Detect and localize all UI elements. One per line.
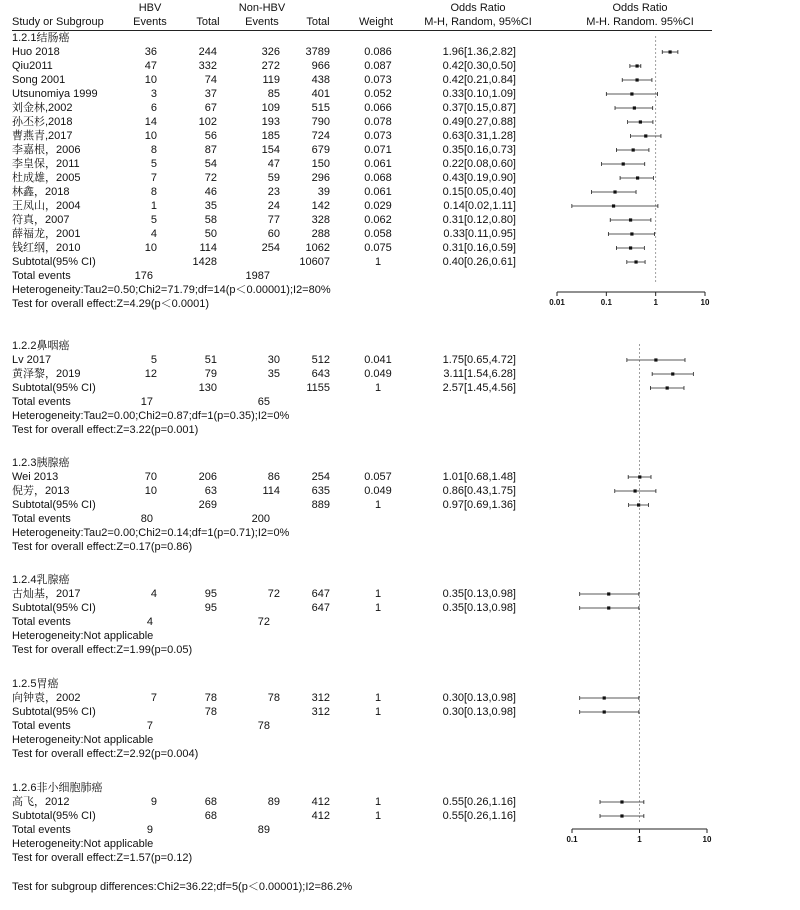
heterogeneity-text: Heterogeneity:Not applicable bbox=[12, 734, 154, 746]
hbv-events: 12 bbox=[144, 368, 157, 380]
subgroup-title: 1.2.6非小细胞肺癌 bbox=[12, 782, 103, 794]
study-odds-ratio-ci: 0.22[0.08,0.60] bbox=[442, 158, 516, 170]
x-tick-label: 1 bbox=[653, 298, 658, 307]
point-estimate bbox=[639, 120, 642, 123]
study-name: 薛福龙，2001 bbox=[12, 228, 81, 240]
hbv-events: 4 bbox=[150, 588, 157, 600]
study-column-header: Study or Subgroup bbox=[12, 16, 104, 28]
subtotal-hbv-total: 78 bbox=[204, 706, 217, 718]
study-name: 林鑫，2018 bbox=[12, 186, 70, 198]
study-odds-ratio-ci: 0.37[0.15,0.87] bbox=[442, 102, 516, 114]
subtotal-label: Subtotal(95% CI) bbox=[12, 602, 96, 614]
plot-header: Odds Ratio bbox=[612, 2, 668, 14]
hbv-events: 3 bbox=[150, 88, 157, 100]
subtotal-odds-ratio-ci: 0.97[0.69,1.36] bbox=[442, 499, 516, 511]
study-name: Song 2001 bbox=[12, 74, 66, 86]
subtotal-hbv-total: 95 bbox=[204, 602, 217, 614]
hbv-total: 74 bbox=[204, 74, 217, 86]
hbv-events: 10 bbox=[144, 130, 157, 142]
total-events-nonhbv: 1987 bbox=[245, 270, 270, 282]
study-odds-ratio-ci: 1.96[1.36,2.82] bbox=[442, 46, 516, 58]
study-name: 高飞，2012 bbox=[12, 796, 70, 808]
subtotal-hbv-total: 269 bbox=[198, 499, 217, 511]
study-name: 李嘉根，2006 bbox=[12, 144, 81, 156]
nonhbv-events: 60 bbox=[267, 228, 280, 240]
point-estimate bbox=[630, 232, 633, 235]
nonhbv-events: 30 bbox=[267, 354, 280, 366]
hbv-total: 244 bbox=[198, 46, 217, 58]
point-estimate bbox=[633, 106, 636, 109]
nonhbv-group-header: Non-HBV bbox=[238, 2, 286, 14]
study-odds-ratio-ci: 0.14[0.02,1.11] bbox=[443, 200, 516, 212]
subgroup-title: 1.2.3胰腺癌 bbox=[12, 457, 70, 469]
nonhbv-events: 326 bbox=[261, 46, 280, 58]
hbv-total: 58 bbox=[204, 214, 217, 226]
nonhbv-total: 142 bbox=[311, 200, 330, 212]
total-events-label: Total events bbox=[12, 720, 71, 732]
subtotal-hbv-total: 1428 bbox=[192, 256, 217, 268]
study-weight: 0.068 bbox=[364, 172, 392, 184]
nonhbv-total: 412 bbox=[311, 796, 330, 808]
nonhbv-total: 438 bbox=[311, 74, 330, 86]
subtotal-label: Subtotal(95% CI) bbox=[12, 706, 96, 718]
point-estimate bbox=[637, 503, 640, 506]
study-odds-ratio-ci: 0.42[0.30,0.50] bbox=[442, 60, 516, 72]
study-weight: 1 bbox=[374, 692, 382, 704]
hbv-events: 36 bbox=[144, 46, 157, 58]
study-name: 符真，2007 bbox=[12, 214, 70, 226]
hbv-events: 7 bbox=[150, 692, 157, 704]
study-odds-ratio-ci: 0.30[0.13,0.98] bbox=[442, 692, 516, 704]
total-events-nonhbv: 65 bbox=[257, 396, 270, 408]
nonhbv-events: 24 bbox=[267, 200, 280, 212]
nonhbv-events: 185 bbox=[261, 130, 280, 142]
nonhbv-total: 724 bbox=[311, 130, 330, 142]
total-events-nonhbv: 89 bbox=[257, 824, 270, 836]
hbv-total: 50 bbox=[204, 228, 217, 240]
study-name: 黄泽黎，2019 bbox=[12, 368, 81, 380]
nonhbv-events: 89 bbox=[267, 796, 280, 808]
nonhbv-total: 643 bbox=[311, 368, 330, 380]
study-weight: 0.029 bbox=[364, 200, 392, 212]
hbv-events: 70 bbox=[144, 471, 157, 483]
study-weight: 0.066 bbox=[364, 102, 392, 114]
nonhbv-total-header: Total bbox=[306, 16, 330, 28]
total-events-hbv: 17 bbox=[140, 396, 153, 408]
hbv-events: 9 bbox=[150, 796, 157, 808]
weight-header: Weight bbox=[358, 16, 394, 28]
nonhbv-events: 23 bbox=[267, 186, 280, 198]
point-estimate bbox=[603, 710, 606, 713]
hbv-events: 5 bbox=[150, 158, 157, 170]
study-odds-ratio-ci: 1.01[0.68,1.48] bbox=[442, 471, 516, 483]
odds-ratio-method-header: M-H, Random, 95%CI bbox=[424, 16, 532, 28]
subtotal-nonhbv-total: 10607 bbox=[299, 256, 330, 268]
hbv-group-header: HBV bbox=[138, 2, 162, 14]
nonhbv-events: 85 bbox=[267, 88, 280, 100]
nonhbv-total: 288 bbox=[311, 228, 330, 240]
study-weight: 0.071 bbox=[364, 144, 392, 156]
hbv-total: 46 bbox=[204, 186, 217, 198]
subtotal-weight: 1 bbox=[374, 499, 382, 511]
point-estimate bbox=[635, 78, 638, 81]
total-events-hbv: 80 bbox=[140, 513, 153, 525]
point-estimate bbox=[612, 204, 615, 207]
study-weight: 0.073 bbox=[364, 130, 392, 142]
total-events-hbv: 176 bbox=[134, 270, 153, 282]
subtotal-weight: 1 bbox=[374, 706, 382, 718]
nonhbv-total: 254 bbox=[311, 471, 330, 483]
overall-effect-text: Test for overall effect:Z=2.92(p=0.004) bbox=[12, 748, 199, 760]
study-weight: 0.058 bbox=[364, 228, 392, 240]
nonhbv-total: 966 bbox=[311, 60, 330, 72]
total-events-nonhbv: 200 bbox=[251, 513, 270, 525]
odds-ratio-header: Odds Ratio bbox=[450, 2, 506, 14]
nonhbv-events: 109 bbox=[261, 102, 280, 114]
study-weight: 0.075 bbox=[364, 242, 392, 254]
subtotal-nonhbv-total: 312 bbox=[311, 706, 330, 718]
study-name: 倪芳，2013 bbox=[12, 485, 70, 497]
nonhbv-total: 328 bbox=[311, 214, 330, 226]
nonhbv-events: 47 bbox=[267, 158, 280, 170]
point-estimate bbox=[644, 134, 647, 137]
study-name: Lv 2017 bbox=[12, 354, 52, 366]
study-name: 王凤山，2004 bbox=[12, 200, 81, 212]
hbv-events: 5 bbox=[150, 354, 157, 366]
study-odds-ratio-ci: 0.35[0.13,0.98] bbox=[442, 588, 516, 600]
study-odds-ratio-ci: 0.55[0.26,1.16] bbox=[442, 796, 516, 808]
nonhbv-total: 515 bbox=[311, 102, 330, 114]
study-odds-ratio-ci: 3.11[1.54,6.28] bbox=[443, 368, 516, 380]
study-weight: 0.062 bbox=[364, 214, 392, 226]
hbv-events: 7 bbox=[150, 172, 157, 184]
study-weight: 0.061 bbox=[364, 158, 392, 170]
hbv-total: 206 bbox=[198, 471, 217, 483]
hbv-events: 8 bbox=[150, 186, 157, 198]
hbv-total-header: Total bbox=[196, 16, 220, 28]
nonhbv-events: 193 bbox=[261, 116, 280, 128]
hbv-total: 54 bbox=[204, 158, 217, 170]
study-odds-ratio-ci: 0.86[0.43,1.75] bbox=[442, 485, 516, 497]
nonhbv-total: 150 bbox=[311, 158, 330, 170]
study-name: Wei 2013 bbox=[12, 471, 59, 483]
study-name: Utsunomiya 1999 bbox=[12, 88, 98, 100]
nonhbv-events: 59 bbox=[267, 172, 280, 184]
study-name: 孙丕杉,2018 bbox=[12, 116, 73, 128]
subtotal-nonhbv-total: 889 bbox=[311, 499, 330, 511]
study-weight: 0.049 bbox=[364, 485, 392, 497]
subgroup-title: 1.2.1结肠癌 bbox=[12, 32, 70, 44]
study-odds-ratio-ci: 0.49[0.27,0.88] bbox=[442, 116, 516, 128]
subtotal-nonhbv-total: 1155 bbox=[306, 382, 330, 394]
study-odds-ratio-ci: 0.43[0.19,0.90] bbox=[442, 172, 516, 184]
heterogeneity-text: Heterogeneity:Tau2=0.50;Chi2=71.79;df=14(p＜0.00001);I2=80% bbox=[12, 284, 331, 296]
nonhbv-total: 1062 bbox=[305, 242, 330, 254]
hbv-total: 87 bbox=[204, 144, 217, 156]
subtotal-weight: 1 bbox=[374, 382, 382, 394]
hbv-events: 6 bbox=[150, 102, 157, 114]
nonhbv-events: 35 bbox=[267, 368, 280, 380]
hbv-total: 63 bbox=[204, 485, 217, 497]
total-events-label: Total events bbox=[12, 824, 71, 836]
hbv-total: 72 bbox=[204, 172, 217, 184]
study-odds-ratio-ci: 0.33[0.11,0.95] bbox=[443, 228, 516, 240]
nonhbv-events: 154 bbox=[261, 144, 280, 156]
point-estimate bbox=[629, 218, 632, 221]
study-name: 古灿基，2017 bbox=[12, 588, 81, 600]
study-name: 杜成雄，2005 bbox=[12, 172, 81, 184]
study-weight: 0.073 bbox=[364, 74, 392, 86]
subgroup-title: 1.2.4乳腺癌 bbox=[12, 574, 70, 586]
subtotal-nonhbv-total: 412 bbox=[311, 810, 330, 822]
study-odds-ratio-ci: 0.31[0.12,0.80] bbox=[442, 214, 516, 226]
study-weight: 0.057 bbox=[364, 471, 392, 483]
hbv-total: 95 bbox=[204, 588, 217, 600]
study-weight: 0.078 bbox=[364, 116, 392, 128]
hbv-events: 14 bbox=[144, 116, 157, 128]
nonhbv-events: 114 bbox=[262, 485, 280, 497]
total-events-hbv: 7 bbox=[146, 720, 153, 732]
nonhbv-total: 679 bbox=[311, 144, 330, 156]
point-estimate bbox=[607, 592, 610, 595]
total-events-label: Total events bbox=[12, 513, 71, 525]
point-estimate bbox=[635, 64, 638, 67]
nonhbv-total: 296 bbox=[311, 172, 330, 184]
nonhbv-total: 512 bbox=[311, 354, 330, 366]
subtotal-nonhbv-total: 647 bbox=[311, 602, 330, 614]
subtotal-weight: 1 bbox=[374, 256, 382, 268]
nonhbv-events: 78 bbox=[267, 692, 280, 704]
point-estimate bbox=[636, 176, 639, 179]
hbv-total: 78 bbox=[204, 692, 217, 704]
study-name: 刘金林,2002 bbox=[12, 102, 73, 114]
subtotal-odds-ratio-ci: 2.57[1.45,4.56] bbox=[442, 382, 516, 394]
hbv-total: 332 bbox=[198, 60, 217, 72]
subtotal-weight: 1 bbox=[374, 810, 382, 822]
study-name: 李皇保，2011 bbox=[12, 158, 80, 170]
x-tick-label: 10 bbox=[702, 835, 712, 844]
point-estimate bbox=[613, 190, 616, 193]
study-odds-ratio-ci: 0.31[0.16,0.59] bbox=[442, 242, 516, 254]
nonhbv-total: 401 bbox=[311, 88, 330, 100]
nonhbv-total: 647 bbox=[311, 588, 330, 600]
study-odds-ratio-ci: 0.33[0.10,1.09] bbox=[442, 88, 516, 100]
nonhbv-total: 790 bbox=[311, 116, 330, 128]
subgroup-title: 1.2.2鼻咽癌 bbox=[12, 340, 70, 352]
hbv-events: 5 bbox=[150, 214, 157, 226]
study-odds-ratio-ci: 0.15[0.05,0.40] bbox=[442, 186, 516, 198]
hbv-total: 79 bbox=[204, 368, 217, 380]
study-name: Qiu2011 bbox=[12, 60, 53, 72]
hbv-events: 47 bbox=[144, 60, 157, 72]
subtotal-odds-ratio-ci: 0.35[0.13,0.98] bbox=[442, 602, 516, 614]
header-rule bbox=[12, 30, 712, 31]
point-estimate bbox=[634, 260, 637, 263]
study-weight: 1 bbox=[374, 588, 382, 600]
plot-method-header: M-H. Random. 95%CI bbox=[586, 16, 694, 28]
hbv-events-header: Events bbox=[133, 16, 167, 28]
overall-effect-text: Test for overall effect:Z=1.57(p=0.12) bbox=[12, 852, 193, 864]
x-tick-label: 0.01 bbox=[549, 298, 565, 307]
point-estimate bbox=[620, 814, 623, 817]
subgroup-differences-text: Test for subgroup differences:Chi2=36.22;df=5(p＜0.00001);I2=86.2% bbox=[12, 881, 353, 893]
point-estimate bbox=[671, 372, 674, 375]
x-tick-label: 1 bbox=[637, 835, 642, 844]
nonhbv-events: 272 bbox=[261, 60, 280, 72]
subtotal-hbv-total: 68 bbox=[204, 810, 217, 822]
study-weight: 0.087 bbox=[364, 60, 392, 72]
subtotal-odds-ratio-ci: 0.55[0.26,1.16] bbox=[442, 810, 516, 822]
total-events-hbv: 9 bbox=[146, 824, 153, 836]
subtotal-hbv-total: 130 bbox=[198, 382, 217, 394]
overall-effect-text: Test for overall effect:Z=0.17(p=0.86) bbox=[12, 541, 193, 553]
subtotal-label: Subtotal(95% CI) bbox=[12, 256, 96, 268]
total-events-hbv: 4 bbox=[146, 616, 153, 628]
study-weight: 0.086 bbox=[364, 46, 392, 58]
total-events-label: Total events bbox=[12, 616, 71, 628]
study-name: 向钟袁，2002 bbox=[12, 692, 81, 704]
nonhbv-total: 635 bbox=[311, 485, 330, 497]
point-estimate bbox=[654, 358, 657, 361]
total-events-nonhbv: 78 bbox=[257, 720, 270, 732]
total-events-nonhbv: 72 bbox=[257, 616, 270, 628]
study-odds-ratio-ci: 0.42[0.21,0.84] bbox=[442, 74, 516, 86]
point-estimate bbox=[668, 50, 671, 53]
subgroup-title: 1.2.5胃癌 bbox=[12, 678, 59, 690]
heterogeneity-text: Heterogeneity:Not applicable bbox=[12, 838, 154, 850]
nonhbv-events-header: Events bbox=[245, 16, 279, 28]
total-events-label: Total events bbox=[12, 270, 71, 282]
hbv-total: 51 bbox=[204, 354, 217, 366]
subtotal-odds-ratio-ci: 0.40[0.26,0.61] bbox=[442, 256, 516, 268]
total-events-label: Total events bbox=[12, 396, 71, 408]
x-tick-label: 0.1 bbox=[600, 298, 612, 307]
subtotal-label: Subtotal(95% CI) bbox=[12, 810, 96, 822]
hbv-events: 10 bbox=[144, 74, 157, 86]
study-odds-ratio-ci: 0.63[0.31,1.28] bbox=[442, 130, 516, 142]
point-estimate bbox=[630, 92, 633, 95]
point-estimate bbox=[638, 475, 641, 478]
study-weight: 1 bbox=[374, 796, 382, 808]
nonhbv-total: 39 bbox=[317, 186, 330, 198]
point-estimate bbox=[622, 162, 625, 165]
point-estimate bbox=[629, 246, 632, 249]
hbv-events: 1 bbox=[150, 200, 157, 212]
x-tick-label: 10 bbox=[700, 298, 710, 307]
point-estimate bbox=[633, 489, 636, 492]
hbv-events: 4 bbox=[150, 228, 157, 240]
study-weight: 0.052 bbox=[364, 88, 392, 100]
nonhbv-events: 119 bbox=[262, 74, 280, 86]
hbv-total: 114 bbox=[199, 242, 217, 254]
study-odds-ratio-ci: 0.35[0.16,0.73] bbox=[442, 144, 516, 156]
nonhbv-events: 72 bbox=[267, 588, 280, 600]
study-weight: 0.061 bbox=[364, 186, 392, 198]
hbv-events: 10 bbox=[144, 242, 157, 254]
hbv-total: 68 bbox=[204, 796, 217, 808]
subtotal-odds-ratio-ci: 0.30[0.13,0.98] bbox=[442, 706, 516, 718]
hbv-total: 67 bbox=[204, 102, 217, 114]
nonhbv-total: 312 bbox=[311, 692, 330, 704]
overall-effect-text: Test for overall effect:Z=3.22(p=0.001) bbox=[12, 424, 199, 436]
study-odds-ratio-ci: 1.75[0.65,4.72] bbox=[442, 354, 516, 366]
nonhbv-events: 77 bbox=[267, 214, 280, 226]
overall-effect-text: Test for overall effect:Z=4.29(p＜0.0001) bbox=[12, 298, 209, 310]
hbv-total: 56 bbox=[204, 130, 217, 142]
x-tick-label: 0.1 bbox=[566, 835, 578, 844]
study-weight: 0.049 bbox=[364, 368, 392, 380]
point-estimate bbox=[632, 148, 635, 151]
subtotal-weight: 1 bbox=[374, 602, 382, 614]
point-estimate bbox=[607, 606, 610, 609]
hbv-total: 35 bbox=[204, 200, 217, 212]
point-estimate bbox=[620, 800, 623, 803]
hbv-total: 37 bbox=[204, 88, 217, 100]
study-name: 钱红纲，2010 bbox=[12, 242, 81, 254]
hbv-total: 102 bbox=[198, 116, 217, 128]
heterogeneity-text: Heterogeneity:Tau2=0.00;Chi2=0.87;df=1(p=0.35);I2=0% bbox=[12, 410, 290, 422]
nonhbv-total: 3789 bbox=[305, 46, 330, 58]
subtotal-label: Subtotal(95% CI) bbox=[12, 382, 96, 394]
point-estimate bbox=[666, 386, 669, 389]
heterogeneity-text: Heterogeneity:Tau2=0.00;Chi2=0.14;df=1(p=0.71);I2=0% bbox=[12, 527, 290, 539]
hbv-events: 10 bbox=[144, 485, 157, 497]
overall-effect-text: Test for overall effect:Z=1.99(p=0.05) bbox=[12, 644, 193, 656]
hbv-events: 8 bbox=[150, 144, 157, 156]
nonhbv-events: 86 bbox=[267, 471, 280, 483]
study-name: Huo 2018 bbox=[12, 46, 60, 58]
study-weight: 0.041 bbox=[364, 354, 392, 366]
subtotal-label: Subtotal(95% CI) bbox=[12, 499, 96, 511]
study-name: 曹燕青,2017 bbox=[12, 130, 73, 142]
point-estimate bbox=[603, 696, 606, 699]
heterogeneity-text: Heterogeneity:Not applicable bbox=[12, 630, 154, 642]
nonhbv-events: 254 bbox=[261, 242, 280, 254]
